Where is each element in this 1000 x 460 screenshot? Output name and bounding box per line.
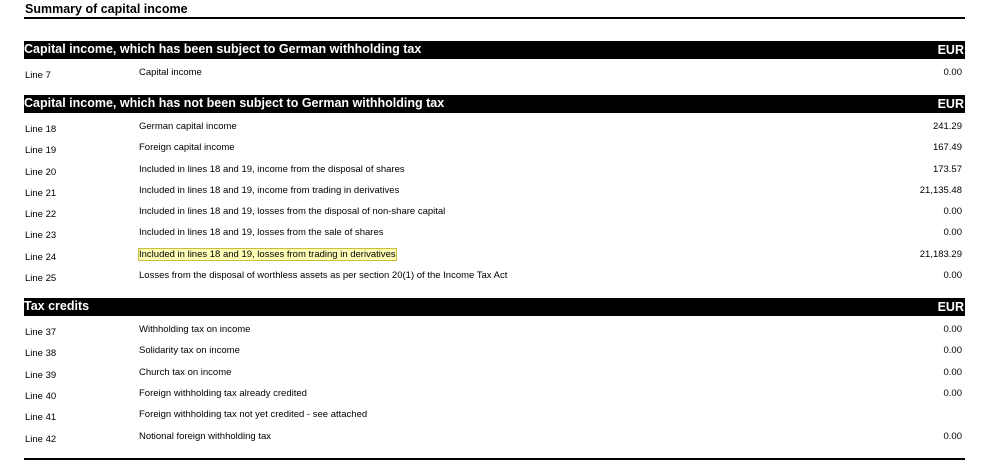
line-number: Line 41 [25, 412, 57, 423]
row-label-highlighted: Included in lines 18 and 19, losses from trading in derivatives [139, 249, 396, 260]
row-amount: 0.00 [943, 270, 962, 281]
table-row [24, 344, 965, 362]
row-amount: 241.29 [932, 121, 962, 132]
row-amount: 21,135.48 [919, 185, 962, 196]
row-amount: 0.00 [943, 367, 962, 378]
row-label: Capital income [139, 67, 202, 78]
table-row [24, 163, 965, 181]
table-row [24, 387, 965, 405]
line-number: Line 42 [25, 434, 57, 445]
line-number: Line 23 [25, 230, 57, 241]
row-label: Notional foreign withholding tax [139, 431, 272, 442]
section-currency: EUR [937, 300, 964, 314]
table-row [24, 184, 965, 202]
row-label: Foreign capital income [139, 142, 235, 153]
line-number: Line 19 [25, 145, 57, 156]
section-header-subject-to-withholding [24, 41, 965, 59]
table-row [24, 323, 965, 341]
line-number: Line 22 [25, 209, 57, 220]
table-row [24, 205, 965, 223]
section-header-not-subject-to-withholding [24, 95, 965, 113]
table-row [24, 269, 965, 287]
section-title: Capital income, which has been subject to German withholding tax [24, 42, 422, 56]
table-row [24, 120, 965, 138]
line-number: Line 25 [25, 273, 57, 284]
section-title: Capital income, which has not been subject to German withholding tax [24, 96, 445, 110]
section-header-tax-credits [24, 298, 965, 316]
row-label: German capital income [139, 121, 237, 132]
row-label: Included in lines 18 and 19, income from trading in derivatives [139, 185, 400, 196]
row-label: Church tax on income [139, 367, 232, 378]
row-amount: 167.49 [932, 142, 962, 153]
row-label: Included in lines 18 and 19, income from the disposal of shares [139, 164, 405, 175]
table-row [24, 226, 965, 244]
table-row [24, 430, 965, 448]
row-amount: 0.00 [943, 324, 962, 335]
row-label: Included in lines 18 and 19, losses from the disposal of non-share capital [139, 206, 446, 217]
table-row [24, 408, 965, 426]
row-amount: 0.00 [943, 206, 962, 217]
row-amount: 0.00 [943, 227, 962, 238]
line-number: Line 37 [25, 327, 57, 338]
row-amount: 21,183.29 [919, 249, 962, 260]
line-number: Line 38 [25, 348, 57, 359]
row-amount: 0.00 [943, 388, 962, 399]
table-row [24, 66, 965, 84]
line-number: Line 40 [25, 391, 57, 402]
line-number: Line 39 [25, 370, 57, 381]
row-label: Solidarity tax on income [139, 345, 240, 356]
table-row [24, 366, 965, 384]
row-label: Foreign withholding tax already credited [139, 388, 307, 399]
row-label: Foreign withholding tax not yet credited - see attached [139, 409, 368, 420]
row-amount: 173.57 [932, 164, 962, 175]
row-amount: 0.00 [943, 345, 962, 356]
page-title: Summary of capital income [25, 2, 188, 16]
row-amount: 0.00 [943, 67, 962, 78]
section-currency: EUR [937, 43, 964, 57]
section-currency: EUR [937, 97, 964, 111]
line-number: Line 20 [25, 167, 57, 178]
line-number: Line 24 [25, 252, 57, 263]
row-label: Withholding tax on income [139, 324, 251, 335]
table-row-highlighted [24, 248, 965, 266]
line-number: Line 21 [25, 188, 57, 199]
table-row [24, 141, 965, 159]
line-number: Line 18 [25, 124, 57, 135]
row-label: Included in lines 18 and 19, losses from the sale of shares [139, 227, 384, 238]
row-amount: 0.00 [943, 431, 962, 442]
line-number: Line 7 [25, 70, 51, 81]
row-label: Losses from the disposal of worthless assets as per section 20(1) of the Income Tax Act [139, 270, 508, 281]
title-divider [24, 17, 965, 19]
section-title: Tax credits [24, 299, 90, 313]
